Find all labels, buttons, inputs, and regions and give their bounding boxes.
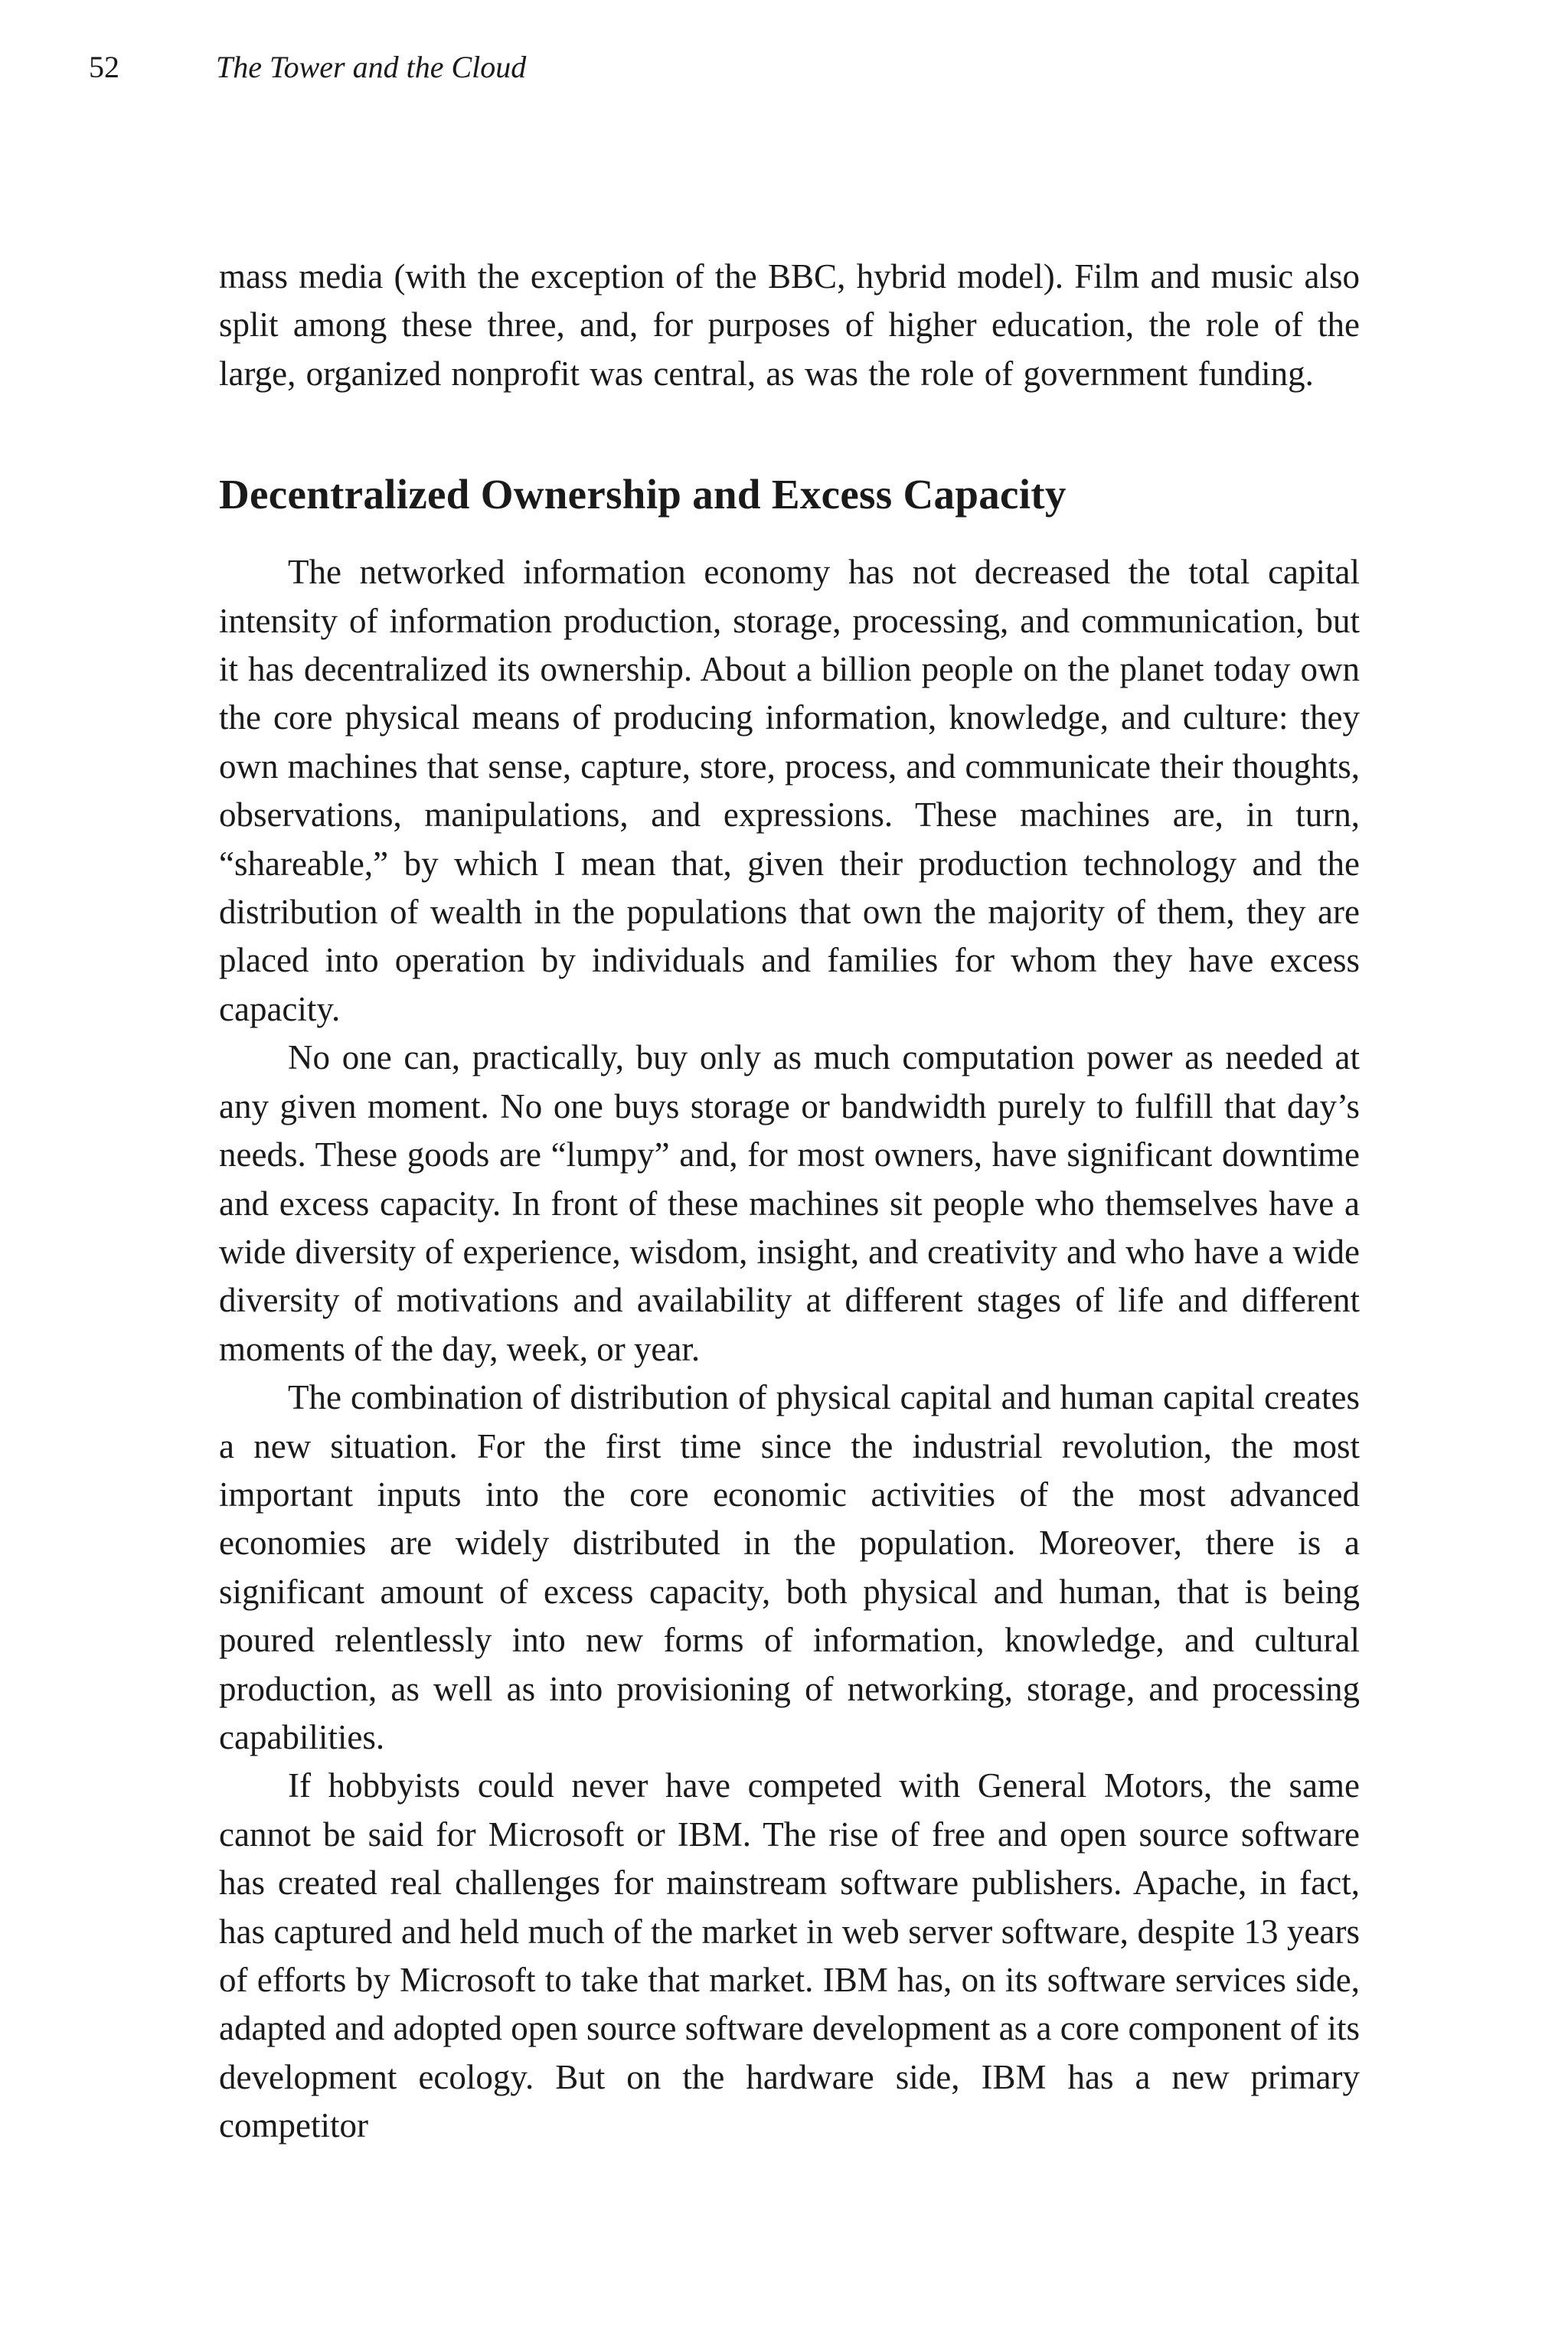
continued-paragraph: mass media (with the exception of the BBC, hybrid model). Film and music also split among these three, and, for purposes of higher education, the role of the large, organized nonprofit was central, as was the role of government funding.: [219, 257, 1360, 393]
section-heading: Decentralized Ownership and Excess Capacity: [219, 471, 1067, 518]
running-head: [89, 49, 526, 95]
body-paragraph: The combination of distribution of physical capital and human capital creates a new situation. For the first time since the industrial revolution, the most important inputs into the core economic activities of the most advanced economies are widely distributed in the population. Moreover, there is a significant amount of excess capacity, both physical and human, that is being poured relentlessly into new forms of information, knowledge, and cultural production, as well as into provisioning of networking, storage, and processing capabilities.: [219, 1378, 1360, 1756]
body-paragraph: If hobbyists could never have competed with General Motors, the same cannot be said for Microsoft or IBM. The rise of free and open source software has created real challenges for mainstream software publishers. Apache, in fact, has captured and held much of the market in web server software, despite 13 years of efforts by Microsoft to take that market. IBM has, on its software services side, adapted and adopted open source software development as a core component of its development ecology. But on the hardware side, IBM has a new primary competitor: [219, 1766, 1360, 2145]
page-number: 52: [89, 50, 119, 84]
page-body: [219, 253, 1360, 2151]
body-paragraph: No one can, practically, buy only as much computation power as needed at any given moment. No one buys storage or bandwidth purely to fulfill that day’s needs. These goods are “lumpy” and, for most owners, have significant downtime and excess capacity. In front of these machines sit people who themselves have a wide diversity of experience, wisdom, insight, and creativity and who have a wide diversity of motivations and availability at different stages of life and different moments of the day, week, or year.: [219, 1038, 1360, 1368]
book-title: The Tower and the Cloud: [216, 50, 527, 84]
body-paragraph: The networked information economy has not decreased the total capital intensity of information production, storage, processing, and communication, but it has decentralized its ownership. About a billion people on the planet today own the core physical means of producing information, knowledge, and culture: they own machines that sense, capture, store, process, and communicate their thoughts, observations, manipulations, and expressions. These machines are, in turn, “shareable,” by which I mean that, given their production technology and the distribution of wealth in the populations that own the majority of them, they are placed into operation by individuals and families for whom they have excess capacity.: [219, 553, 1360, 1028]
